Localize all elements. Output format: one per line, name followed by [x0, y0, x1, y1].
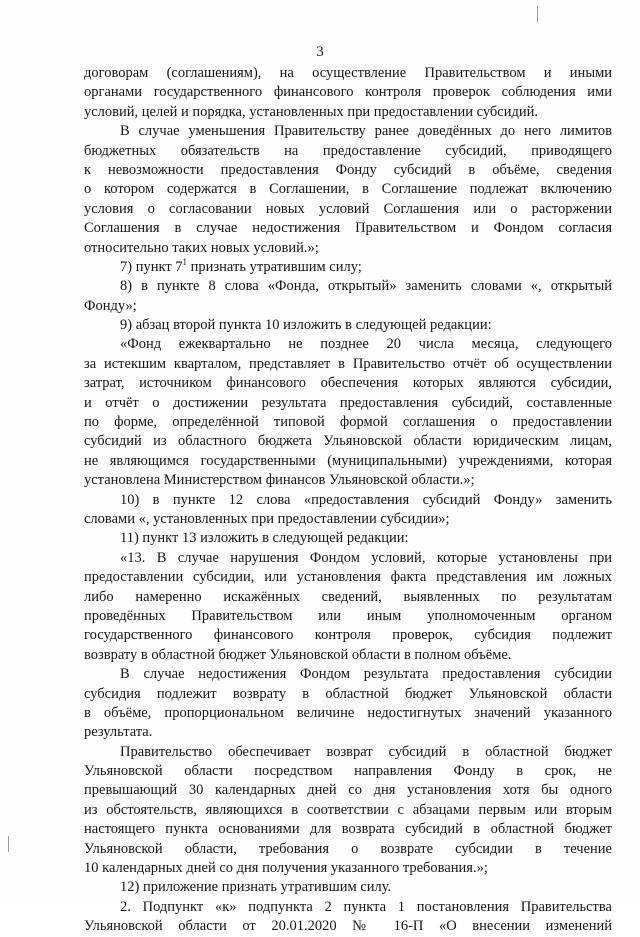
text-line: 11) пункт 13 изложить в следующей редакции:: [120, 530, 409, 547]
text-line: органами государственного финансового контроля проверок соблюдения ими: [84, 84, 612, 101]
text-line: и отчёт о достижении результата предоставления субсидий, составленные: [84, 394, 612, 411]
text-line: затрат, источником финансового обеспечения которых являются субсидии,: [84, 375, 612, 392]
text-line: не являющимся государственными (муниципальными) учреждениями, которая: [84, 452, 612, 469]
text-line: из обстоятельств, являющихся в соответствии с абзацами первым или вторым: [84, 801, 612, 818]
text-line: Ульяновской области посредством направления Фонду в срок, не: [84, 763, 612, 780]
text-line: 10 календарных дней со дня получения указанного требования.»;: [84, 860, 488, 877]
text-line: за истекшим кварталом, представляет в Правительство отчёт об осуществлении: [84, 355, 612, 372]
superscript: 1: [182, 256, 188, 267]
text-line: В случае недостижения Фондом результата предоставления субсидии: [120, 666, 612, 683]
text-line: либо намеренно искажённых сведений, выявленных по результатам: [84, 588, 612, 605]
text-line: 2. Подпункт «к» подпункта 2 пункта 1 постановления Правительства: [120, 898, 612, 915]
text-line: договорам (соглашениям), на осуществление Правительством и иными: [84, 65, 612, 81]
text-line: к невозможности предоставления Фонду субсидий в объёме, сведения: [84, 161, 612, 178]
text-line: Фонду»;: [84, 297, 137, 314]
text-line: возврату в областной бюджет Ульяновской области в полном объёме.: [84, 646, 512, 663]
text-line: результата.: [84, 724, 153, 741]
text-line: предоставлении субсидии, или установления факта представления им ложных: [84, 569, 612, 586]
text-line: Ульяновской области от 20.01.2020 № 16-П «О внесении изменений: [84, 918, 612, 935]
text-line: условия о согласовании новых условий Соглашения или о расторжении: [84, 200, 612, 217]
text-line: субсидий из областного бюджета Ульяновской области юридическим лицам,: [84, 433, 612, 450]
text-fragment: признать утратившим силу;: [187, 258, 362, 275]
document-body: [84, 64, 612, 937]
scan-mark: [8, 836, 9, 852]
text-line: «Фонд ежеквартально не позднее 20 числа месяца, следующего: [120, 336, 612, 353]
text-line: настоящего пункта основаниями для возврата субсидий в областной бюджет: [84, 821, 612, 838]
text-line: субсидия подлежит возврату в областной бюджет Ульяновской области: [84, 685, 612, 702]
text-line: превышающий 30 календарных дней со дня установления хотя бы одного: [84, 782, 612, 799]
page-number: 3: [316, 44, 324, 60]
text-line: словами «, установленных при предоставлении субсидии»;: [84, 510, 450, 527]
text-line: о котором содержатся в Соглашении, в Соглашение подлежат включению: [84, 181, 612, 198]
text-line: Соглашения в случае недостижения Правительством и Фондом согласия: [84, 220, 612, 237]
text-line: в объёме, пропорциональном величине недостигнутых значений указанного: [84, 704, 612, 721]
text-line: проведённых Правительством или иным уполномоченным органом: [84, 607, 612, 624]
text-line: Ульяновской области, требования о возврате субсидии в течение: [84, 840, 612, 857]
text-line: 12) приложение признать утратившим силу.: [120, 879, 392, 896]
text-fragment: 7) пункт 7: [120, 258, 183, 275]
text-line: «13. В случае нарушения Фондом условий, которые установлены при: [120, 549, 612, 566]
text-line: 10) в пункте 12 слова «предоставления субсидий Фонду» заменить: [120, 491, 612, 508]
text-line: Правительство обеспечивает возврат субсидий в областной бюджет: [120, 743, 612, 760]
text-line: по форме, определённой типовой формой соглашения о предоставлении: [84, 414, 612, 431]
scan-mark: [537, 6, 538, 22]
text-line: государственного финансового контроля проверок, субсидия подлежит: [84, 627, 612, 644]
text-line: [84, 258, 612, 277]
text-line: 8) в пункте 8 слова «Фонда, открытый» заменить словами «, открытый: [120, 278, 612, 295]
text-line: 9) абзац второй пункта 10 изложить в следующей редакции:: [120, 317, 492, 334]
text-line: В случае уменьшения Правительству ранее доведённых до него лимитов: [120, 123, 612, 140]
text-line: бюджетных обязательств на предоставление субсидий, приводящего: [84, 142, 612, 159]
text-line: установлена Министерством финансов Ульяновской области.»;: [84, 472, 475, 489]
text-line: условий, целей и порядка, установленных при предоставлении субсидий.: [84, 103, 539, 120]
text-line: относительно таких новых условий.»;: [84, 239, 319, 256]
